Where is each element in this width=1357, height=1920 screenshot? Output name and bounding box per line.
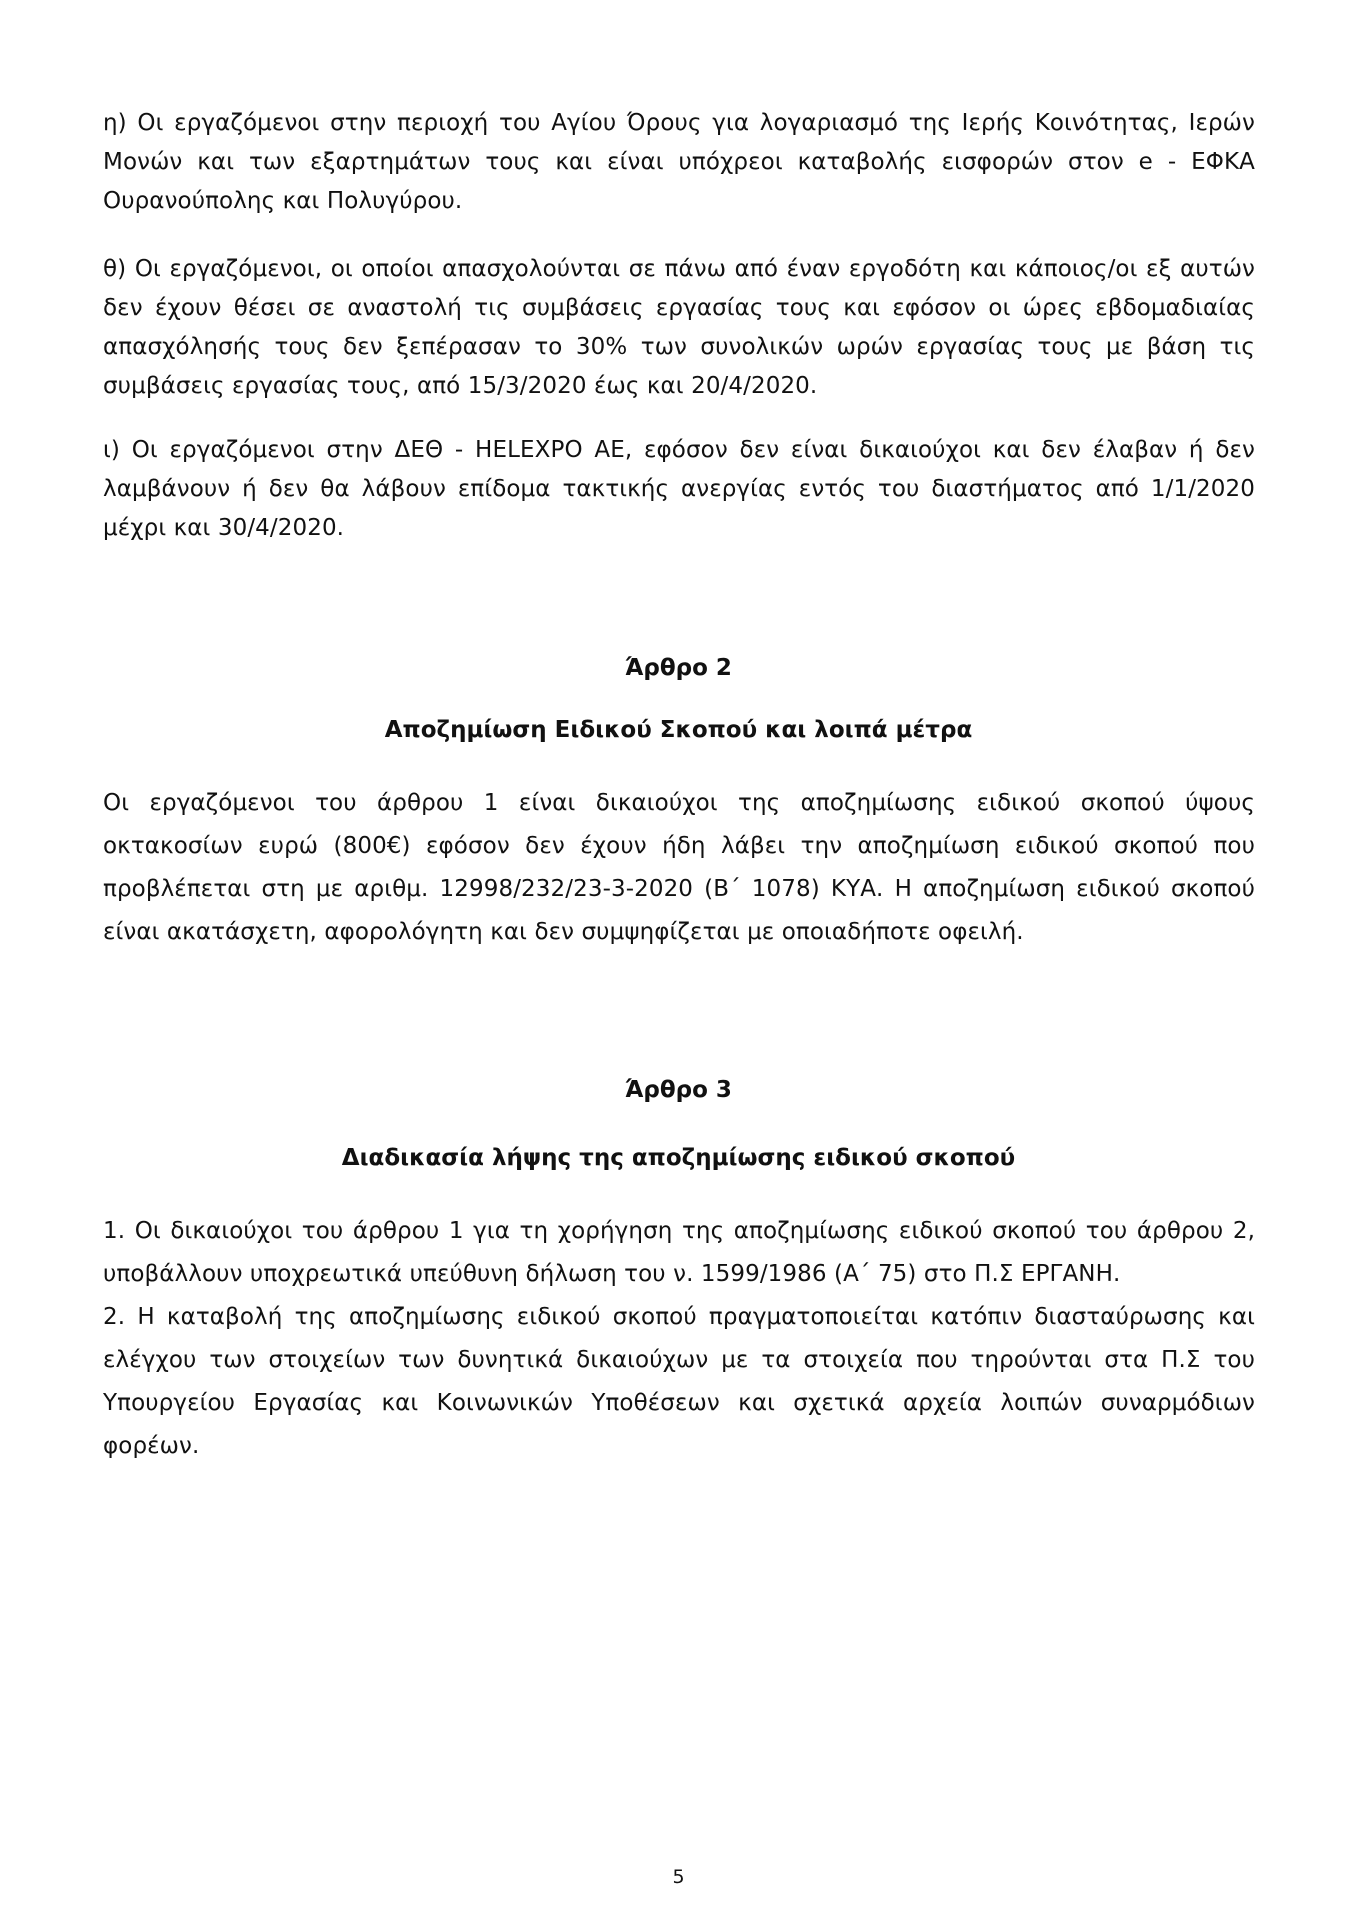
article-3-item-2: 2. Η καταβολή της αποζημίωσης ειδικού σκοπού πραγματοποιείται κατόπιν διασταύρωσης και ελέγχου των στοιχείων των δυνητικά δικαιούχων με τα στοιχεία που τηρούνται στα Π.Σ του Υπουργείου Εργασίας και Κοινωνικών Υποθέσεων και σχετικά αρχεία λοιπών συναρμόδιων φορέων. (103, 1304, 1255, 1459)
article-2-title: Αποζημίωση Ειδικού Σκοπού και λοιπά μέτρα (384, 717, 973, 743)
article-2-body: Οι εργαζόμενοι του άρθρου 1 είναι δικαιούχοι της αποζημίωσης ειδικού σκοπού ύψους οκτακοσίων ευρώ (800€) εφόσον δεν έχουν ήδη λάβει την αποζημίωση ειδικού σκοπού που προβλέπεται στη με αριθμ. 12998/232/23-3-2020 (Β΄ 1078) ΚΥΑ. Η αποζημίωση ειδικού σκοπού είναι ακατάσχετη, αφορολόγητη και δεν συμψηφίζεται με οποιαδήποτε οφειλή. (103, 790, 1255, 945)
article-3-title: Διαδικασία λήψης της αποζημίωσης ειδικού σκοπού (341, 1145, 1016, 1171)
article-3-heading: Άρθρο 3 (625, 1077, 732, 1103)
article-3-body (103, 1210, 1255, 1468)
page-number: 5 (672, 1866, 685, 1888)
paragraph-iota: ι) Οι εργαζόμενοι στην ΔΕΘ - HELEXPO AE, εφόσον δεν είναι δικαιούχοι και δεν έλαβαν ή δεν λαμβάνουν ή δεν θα λάβουν επίδομα τακτικής ανεργίας εντός του διαστήματος από 1/1/2020 μέχρι και 30/4/2020. (103, 437, 1255, 541)
article-2-heading: Άρθρο 2 (625, 655, 732, 681)
paragraph-eta: η) Οι εργαζόμενοι στην περιοχή του Αγίου Όρους για λογαριασμό της Ιερής Κοινότητας, Ιερών Μονών και των εξαρτημάτων τους και είναι υπόχρεοι καταβολής εισφορών στον e - ΕΦΚΑ Ουρανούπολης και Πολυγύρου. (103, 110, 1255, 214)
article-3-item-1: 1. Οι δικαιούχοι του άρθρου 1 για τη χορήγηση της αποζημίωσης ειδικού σκοπού του άρθρου 2, υποβάλλουν υποχρεωτικά υπεύθυνη δήλωση του ν. 1599/1986 (Α΄ 75) στο Π.Σ ΕΡΓΑΝΗ. (103, 1218, 1255, 1287)
paragraph-theta: θ) Οι εργαζόμενοι, οι οποίοι απασχολούνται σε πάνω από έναν εργοδότη και κάποιος/οι εξ αυτών δεν έχουν θέσει σε αναστολή τις συμβάσεις εργασίας τους και εφόσον οι ώρες εβδομαδιαίας απασχόλησής τους δεν ξεπέρασαν το 30% των συνολικών ωρών εργασίας τους με βάση τις συμβάσεις εργασίας τους, από 15/3/2020 έως και 20/4/2020. (103, 256, 1255, 399)
